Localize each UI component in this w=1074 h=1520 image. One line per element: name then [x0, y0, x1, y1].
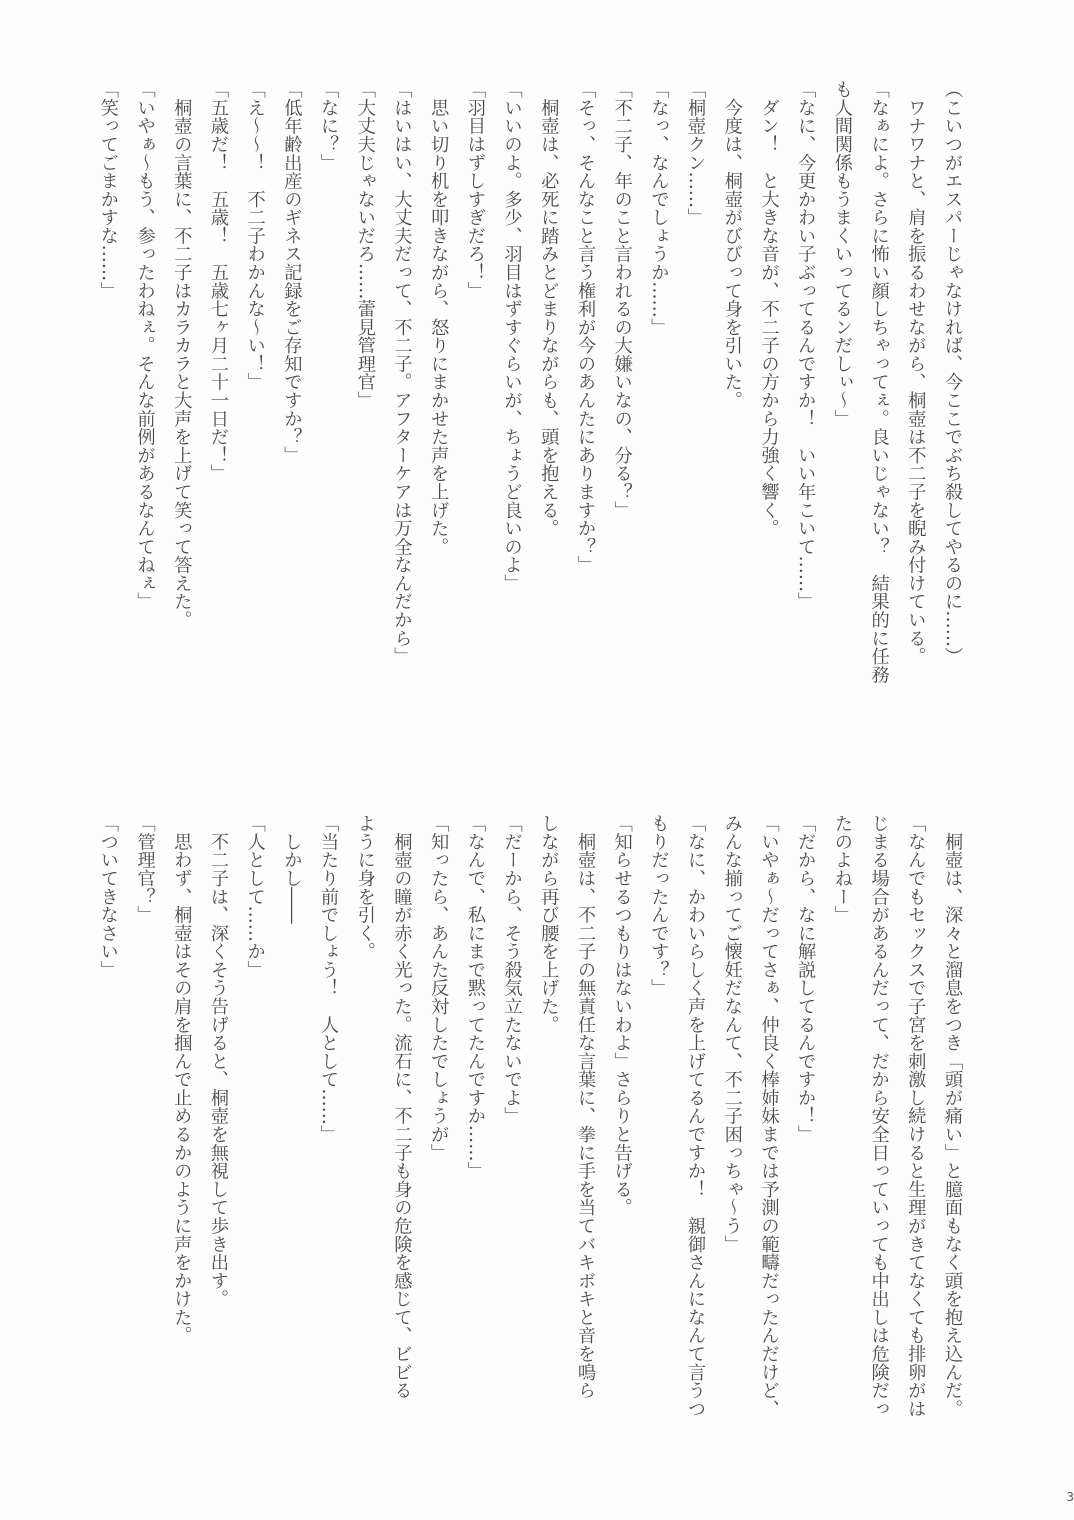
- text-line: 「え～～！ 不二子わかんな～い！」: [244, 80, 266, 391]
- text-line: 「だから、なに解説してるんですか！」: [795, 814, 817, 1144]
- text-line: 「なに？」: [318, 80, 340, 172]
- text-line: 「知ったら、あんた反対したでしょうが」: [428, 814, 450, 1162]
- text-line: 「ついてきなさい」: [97, 814, 119, 979]
- text-line: 「はいはい、大丈夫だって、不二子。アフターケアは万全なんだから」: [391, 80, 413, 666]
- text-line: 今度は、桐壺がびびって身を引いた。: [721, 80, 743, 410]
- text-line: 「そっ、そんなこと言う権利が今のあんたにありますか？」: [574, 80, 596, 574]
- page-number: 3: [1066, 1490, 1074, 1504]
- text-line: 桐壺は、深々と溜息をつき「頭が痛い」と臆面もなく頭を抱え込んだ。: [942, 814, 963, 1418]
- lower-text-block: [89, 814, 970, 1434]
- text-line: 「管理官？」: [134, 814, 156, 924]
- text-line: 「なに、かわいらしく声を上げてるんですか！ 親御さんになんて言うつ: [685, 814, 707, 1418]
- text-line: 思わず、桐壺はその肩を掴んで止めるかのように声をかけた。: [171, 814, 193, 1345]
- text-line: 桐壺は、不二子の無責任な言葉に、拳に手を当てバキボキと音を鳴ら: [574, 814, 596, 1400]
- text-line: 「いやぁ～もう、参ったわねぇ。そんな前例があるなんてねぇ」: [134, 80, 156, 611]
- text-line: ダン！ と大きな音が、不二子の方から力強く響く。: [758, 80, 780, 538]
- text-line: たのよねー」: [831, 814, 853, 924]
- text-line: 「笑ってごまかすな……」: [97, 80, 119, 300]
- text-line: みんな揃ってご懐妊だなんて、不二子困っちゃ～う」: [721, 814, 743, 1253]
- upper-text-block: [89, 80, 970, 700]
- text-line: 「羽目はずしすぎだろ！」: [464, 80, 486, 300]
- text-line: 「大丈夫じゃないだろ……蕾見管理官」: [354, 80, 376, 410]
- text-line: 「知らせるつもりはないわよ」さらりと告げる。: [611, 814, 633, 1217]
- text-line: 「いやぁ～だってさぁ、仲良く棒姉妹までは予測の範疇だったんだけど、: [758, 814, 780, 1418]
- text-line: （こいつがエスパーじゃなければ、今ここでぶち殺してやるのに……）: [942, 80, 963, 666]
- text-line: 思い切り机を叩きながら、怒りにまかせた声を上げた。: [428, 80, 450, 556]
- text-line: 「だーから、そう殺気立たないでよ」: [501, 814, 523, 1125]
- text-line: 「不二子、年のこと言われるの大嫌いなの、分る？」: [611, 80, 633, 519]
- text-line: ように身を引く。: [354, 814, 376, 961]
- text-line: 桐壺は、必死に踏みとどまりながらも、頭を抱える。: [538, 80, 560, 538]
- text-line: しながら再び腰を上げた。: [538, 814, 560, 1034]
- text-line: もりだったんです？」: [648, 814, 670, 997]
- text-line: 「なっ、なんでしょうか……」: [648, 80, 670, 337]
- text-line: 不二子は、深くそう告げると、桐壺を無視して歩き出す。: [207, 814, 229, 1308]
- text-line: 桐壺の瞳が赤く光った。流石に、不二子も身の危険を感じて、ビビる: [391, 814, 413, 1400]
- text-line: も人間関係もうまくいってるンだしぃ～」: [831, 80, 853, 428]
- text-line: 桐壺の言葉に、不二子はカラカラと大声を上げて笑って答えた。: [171, 80, 193, 629]
- text-line: 「なんでもセックスで子宮を刺激し続けると生理がきてなくても排卵がは: [905, 814, 927, 1418]
- text-line: 「いいのよ。多少、羽目はずすぐらいが、ちょうど良いのよ」: [501, 80, 523, 593]
- text-line: ワナワナと、肩を振るわせながら、桐壺は不二子を睨み付けている。: [905, 80, 927, 666]
- text-line: 「当たり前でしょう！ 人として……」: [318, 814, 340, 1144]
- text-line: 「なぁによ。さらに怖い顔しちゃってぇ。良いじゃない？ 結果的に任務: [868, 80, 890, 684]
- text-line: 「なに、今更かわい子ぶってるんですか！ いい年こいて……」: [795, 80, 817, 611]
- text-line: 「桐壺クン……」: [685, 80, 707, 227]
- text-line: 「低年齢出産のギネス記録をご存知ですか？」: [281, 80, 303, 465]
- text-line: しかし――: [281, 814, 303, 924]
- text-line: 「五歳だ！ 五歳！ 五歳七ヶ月二十一日だ！」: [207, 80, 229, 483]
- text-line: 「人として……か」: [244, 814, 266, 979]
- text-line: じまる場合があるんだって、だから安全日っていっても中出しは危険だっ: [868, 814, 890, 1418]
- text-line: 「なんで、私にまで黙ってたんですか……」: [464, 814, 486, 1180]
